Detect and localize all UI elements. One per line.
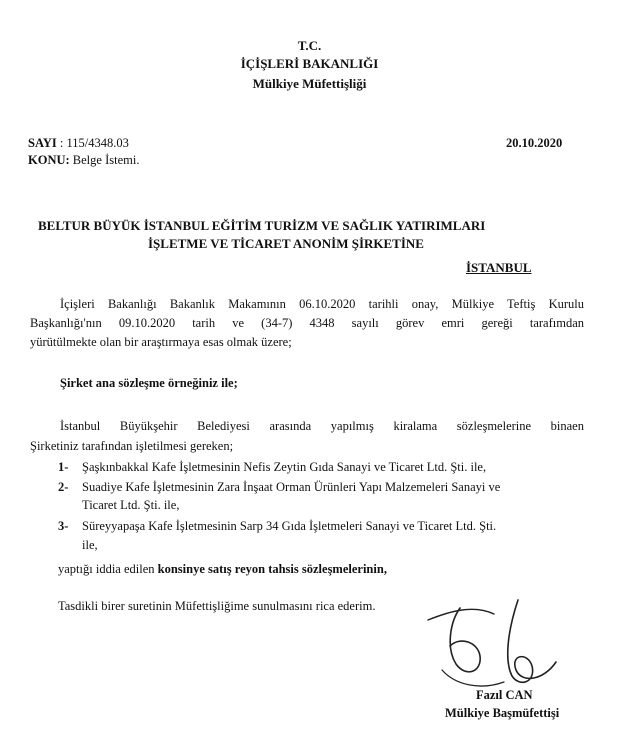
header-department: Mülkiye Müfettişliği — [252, 76, 367, 91]
p3-bold-text: konsinye satış reyon tahsis sözleşmelerinin, — [157, 562, 387, 576]
list-item-text: Süreyyapaşa Kafe İşletmesinin Sarp 34 Gıda İşletmeleri Sanayi ve Ticaret Ltd. Şti. — [82, 519, 497, 533]
konu-line — [28, 153, 139, 168]
list-item-text: Suadiye Kafe İşletmesinin Zara İnşaat Orman Ürünleri Yapı Malzemeleri Sanayi ve — [82, 480, 501, 494]
list-item-number: 2- — [58, 480, 69, 494]
section-heading: Şirket ana sözleşme örneğiniz ile; — [60, 376, 238, 390]
p3-line — [58, 562, 387, 577]
konu-value: Belge İstemi. — [72, 153, 140, 167]
p1-line2: Başkanlığı'nın 09.10.2020 tarih ve (34-7) 4348 sayılı görev emri gereği tarafımdan — [30, 316, 584, 330]
signatory-name: Fazıl CAN — [476, 688, 533, 702]
header-ministry: İÇİŞLERİ BAKANLIĞI — [240, 56, 379, 71]
list-item-text: Şaşkınbakkal Kafe İşletmesinin Nefis Zeytin Gıda Sanayi ve Ticaret Ltd. Şti. ile, — [82, 460, 487, 474]
konu-label: KONU: — [28, 153, 70, 167]
recipient-city: İSTANBUL — [466, 260, 532, 275]
list-item-text-cont: Ticaret Ltd. Şti. ile, — [82, 498, 180, 512]
document-date: 20.10.2020 — [506, 136, 563, 150]
sayi-line — [28, 136, 129, 151]
signatory-title: Mülkiye Başmüfettişi — [445, 706, 560, 720]
p3-text: yaptığı iddia edilen — [58, 562, 158, 576]
sayi-label: SAYI — [28, 136, 57, 150]
header-tc: T.C. — [297, 38, 322, 53]
p2-line2: Şirketiniz tarafından işletilmesi gereken; — [30, 439, 234, 453]
sayi-value: : 115/4348.03 — [59, 136, 129, 150]
p2-line1: İstanbul Büyükşehir Belediyesi arasında yapılmış kiralama sözleşmelerine binaen — [60, 419, 584, 433]
recipient-line2: İŞLETME VE TİCARET ANONİM ŞİRKETİNE — [148, 236, 424, 251]
list-item-text-cont: ile, — [82, 538, 98, 552]
p1-line3: yürütülmekte olan bir araştırmaya esas olmak üzere; — [30, 335, 292, 349]
p4-line: Tasdikli birer suretinin Müfettişliğime sunulmasını rica ederim. — [58, 599, 376, 613]
handwritten-signature — [420, 590, 570, 700]
list-item-number: 1- — [58, 460, 69, 474]
p1-line1: İçişleri Bakanlığı Bakanlık Makamının 06.10.2020 tarihli onay, Mülkiye Teftiş Kurulu — [60, 297, 584, 311]
recipient-line1: BELTUR BÜYÜK İSTANBUL EĞİTİM TURİZM VE SAĞLIK YATIRIMLARI — [38, 218, 486, 233]
list-item-number: 3- — [58, 519, 69, 533]
